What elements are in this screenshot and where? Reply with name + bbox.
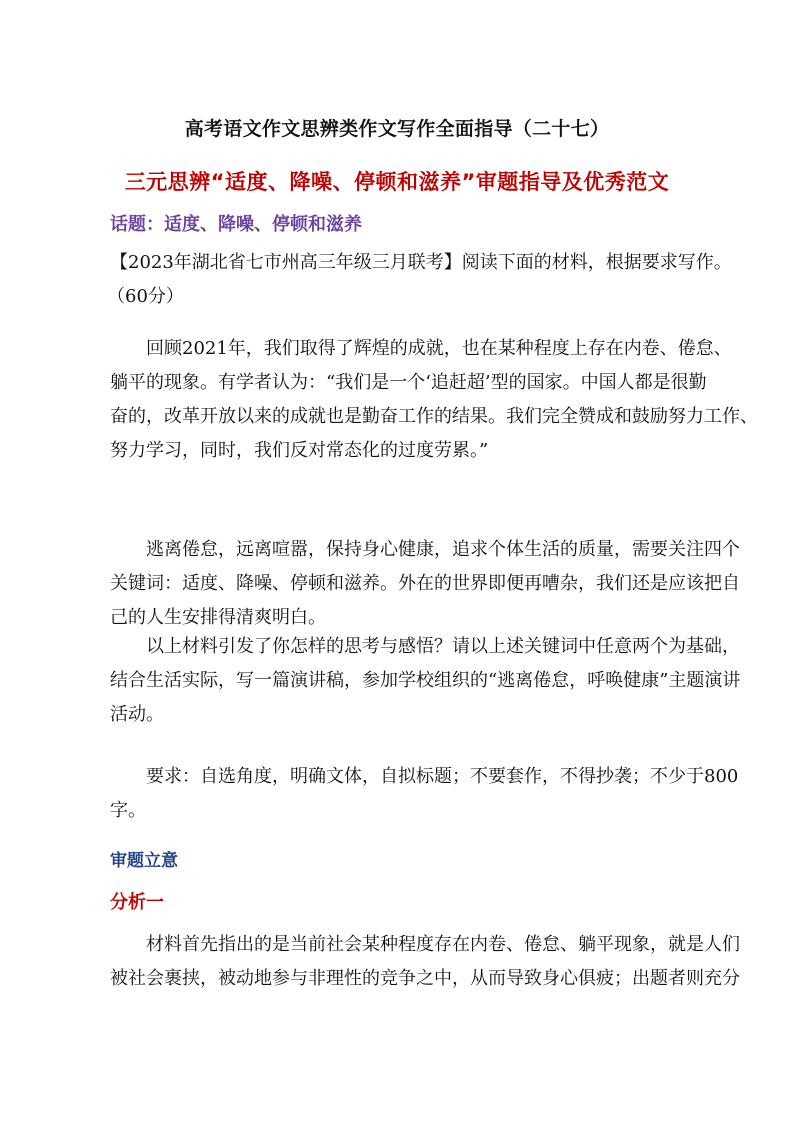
analysis-paragraph: [110, 928, 740, 996]
material-p2-line-2: 关键词：适度、降噪、停顿和滋养。外在的世界即便再嘈杂，我们还是应该把自: [110, 573, 740, 594]
analysis-line-1: 材料首先指出的是当前社会某种程度存在内卷、倦怠、躺平现象，就是人们: [146, 934, 740, 955]
material-p1-line-2: 躺平的现象。有学者认为：“我们是一个‘追赶超’型的国家。中国人都是很勤: [110, 372, 707, 393]
requirement-paragraph: [110, 760, 739, 828]
material-p1-line-1: 回顾2021年，我们取得了辉煌的成就，也在某种程度上存在内卷、倦怠、: [146, 338, 732, 359]
task-line-3: 活动。: [110, 704, 164, 725]
document-title: 高考语文作文思辨类作文写作全面指导（二十七）: [184, 118, 610, 140]
task-line-2: 结合生活实际，写一篇演讲稿，参加学校组织的“逃离倦怠，呼唤健康”主题演讲: [110, 670, 741, 691]
material-p1-line-4: 努力学习，同时，我们反对常态化的过度劳累。”: [110, 440, 489, 461]
analysis-heading: 分析一: [110, 892, 164, 913]
material-p2-line-1: 逃离倦怠，远离喧嚣，保持身心健康，追求个体生活的质量，需要关注四个: [146, 539, 740, 560]
material-paragraph-1: [110, 332, 758, 468]
topic-line: 话题：适度、降噪、停顿和滋养: [110, 214, 362, 235]
task-paragraph: [110, 630, 741, 732]
exam-intro-paragraph: [107, 246, 732, 314]
task-line-1: 以上材料引发了你怎样的思考与感悟？请以上述关键词中任意两个为基础，: [146, 636, 740, 657]
intro-line-1: 【2023年湖北省七市州高三年级三月联考】阅读下面的材料，根据要求写作。: [110, 252, 732, 273]
requirement-line-2: 字。: [110, 800, 146, 821]
material-paragraph-2: [110, 533, 740, 635]
document-subtitle: 三元思辨“适度、降噪、停顿和滋养”审题指导及优秀范文: [124, 170, 670, 194]
analysis-line-2: 被社会裹挟，被动地参与非理性的竞争之中，从而导致身心俱疲；出题者则充分: [110, 968, 740, 989]
requirement-line-1: 要求：自选角度，明确文体，自拟标题；不要套作，不得抄袭；不少于800: [146, 766, 739, 787]
section-heading: 审题立意: [110, 851, 178, 871]
material-p2-line-3: 己的人生安排得清爽明白。: [110, 607, 326, 628]
material-p1-line-3: 奋的，改革开放以来的成就也是勤奋工作的结果。我们完全赞成和鼓励努力工作、: [110, 406, 758, 427]
intro-line-2: （60分）: [107, 286, 184, 307]
